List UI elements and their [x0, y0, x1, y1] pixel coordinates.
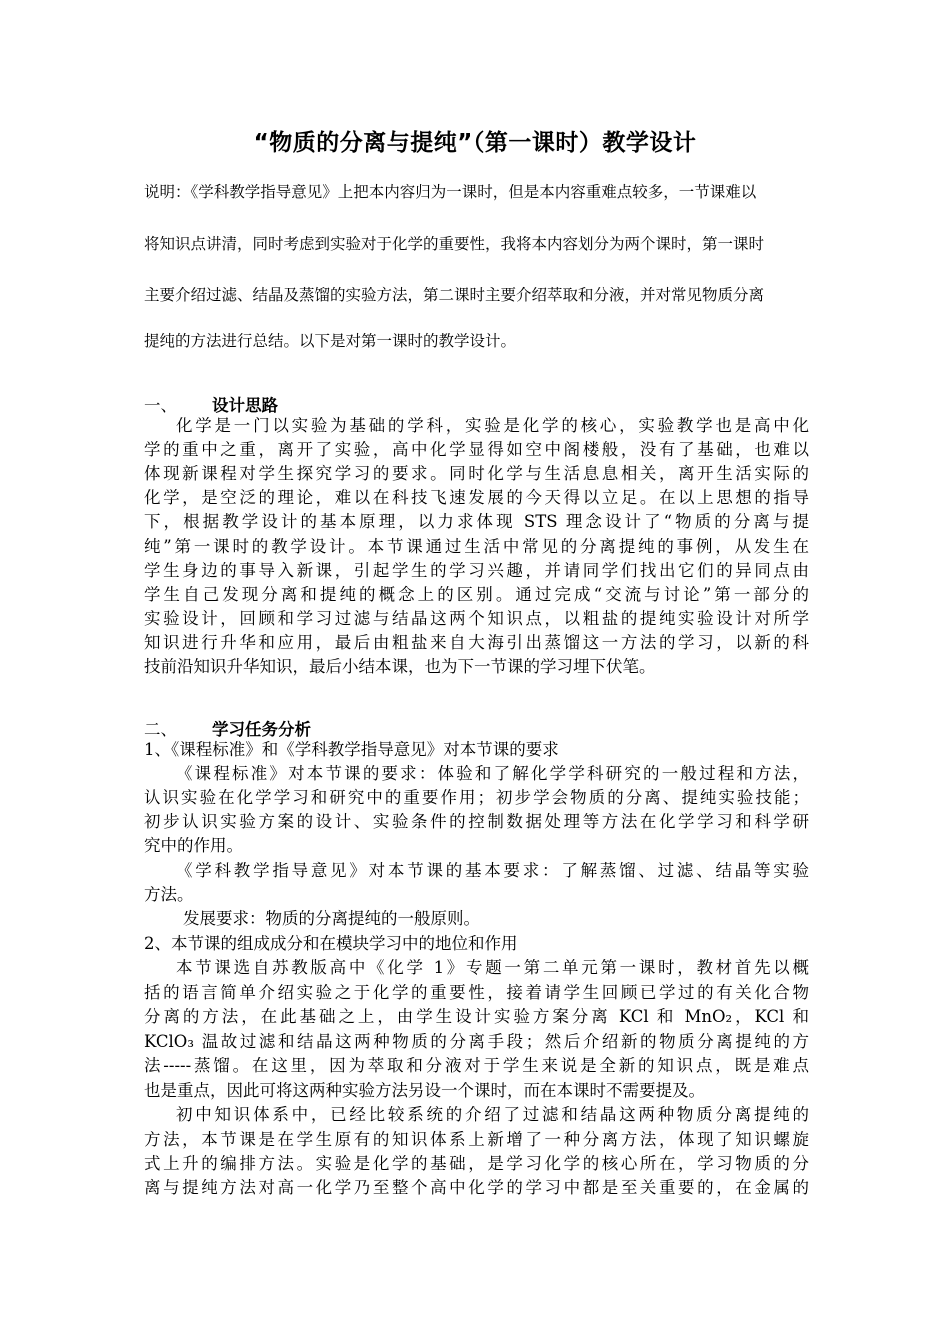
- note-line: 提纯的方法进行总结。以下是对第一课时的教学设计。: [144, 332, 517, 350]
- paragraph-line: 技前沿知识升华知识，最后小结本课，也为下一节课的学习埋下伏笔。: [144, 657, 656, 676]
- subsection-title: 1、《课程标准》和《学科教学指导意见》对本节课的要求: [144, 740, 559, 759]
- paragraph-line: 化学，是空泛的理论，难以在科技飞速发展的今天得以立足。在以上思想的指导: [144, 488, 809, 507]
- paragraph-line: 《学科教学指导意见》对本节课的基本要求：了解蒸馏、过滤、结晶等实验: [176, 861, 809, 880]
- paragraph-line: 分离的方法，在此基础之上，由学生设计实验方案分离 KCl 和 MnO₂，KCl 和: [144, 1007, 809, 1026]
- paragraph-line: 离与提纯方法对高一化学乃至整个高中化学的学习中都是至关重要的，在金属的: [144, 1178, 809, 1197]
- paragraph-line: 括的语言简单介绍实验之于化学的重要性，接着请学生回顾已学过的有关化合物: [144, 983, 809, 1002]
- section-heading: [144, 716, 311, 740]
- paragraph-line: 本节课选自苏教版高中《化学 1》专题一第二单元第一课时，教材首先以概: [176, 958, 809, 977]
- paragraph-line: KClO₃ 温故过滤和结晶这两种物质的分离手段；然后介绍新的物质分离提纯的方: [144, 1032, 809, 1051]
- paragraph-line: 《课程标准》对本节课的要求：体验和了解化学学科研究的一般过程和方法，: [176, 764, 809, 783]
- section-title: 学习任务分析: [212, 720, 311, 739]
- document-title: “物质的分离与提纯”（第一课时）教学设计: [253, 130, 697, 156]
- section-number: 二、: [144, 720, 177, 739]
- paragraph-line: 下，根据教学设计的基本原理，以力求体现 STS 理念设计了“物质的分离与提: [144, 512, 809, 531]
- section-heading: [144, 392, 278, 416]
- paragraph-line: 式上升的编排方法。实验是化学的基础，是学习化学的核心所在，学习物质的分: [144, 1154, 809, 1173]
- paragraph-line: 实验设计，回顾和学习过滤与结晶这两个知识点，以粗盐的提纯实验设计对所学: [144, 609, 809, 628]
- paragraph-line: 化学是一门以实验为基础的学科，实验是化学的核心，实验教学也是高中化: [176, 416, 809, 435]
- section-title: 设计思路: [212, 396, 278, 415]
- paragraph-line: 法-----蒸馏。在这里，因为萃取和分液对于学生来说是全新的知识点，既是难点: [144, 1056, 809, 1075]
- paragraph-line: 纯”第一课时的教学设计。本节课通过生活中常见的分离提纯的事例，从发生在: [144, 537, 809, 556]
- paragraph-line: 知识进行升华和应用，最后由粗盐来自大海引出蒸馏这一方法的学习，以新的科: [144, 633, 809, 652]
- note-line: 主要介绍过滤、结晶及蒸馏的实验方法，第二课时主要介绍萃取和分液，并对常见物质分离: [144, 286, 765, 304]
- paragraph-line: 认识实验在化学学习和研究中的重要作用；初步学会物质的分离、提纯实验技能；: [144, 788, 809, 807]
- paragraph-line: 学生身边的事导入新课，引起学生的学习兴趣，并请同学们找出它们的异同点由: [144, 561, 809, 580]
- paragraph-line: 方法，本节课是在学生原有的知识体系上新增了一种分离方法，体现了知识螺旋: [144, 1130, 809, 1149]
- paragraph-line: 学的重中之重，离开了实验，高中化学显得如空中阁楼般，没有了基础，也难以: [144, 440, 809, 459]
- section-number: 一、: [144, 396, 177, 415]
- paragraph-line: 初中知识体系中，已经比较系统的介绍了过滤和结晶这两种物质分离提纯的: [176, 1105, 809, 1124]
- paragraph-line: 发展要求：物质的分离提纯的一般原则。: [183, 909, 480, 928]
- subsection-title: 2、本节课的组成成分和在模块学习中的地位和作用: [144, 934, 518, 953]
- paragraph-line: 初步认识实验方案的设计、实验条件的控制数据处理等方法在化学学习和科学研: [144, 812, 809, 831]
- paragraph-line: 体现新课程对学生探究学习的要求。同时化学与生活息息相关，离开生活实际的: [144, 464, 809, 483]
- paragraph-line: 究中的作用。: [144, 836, 243, 855]
- paragraph-line: 方法。: [144, 885, 194, 904]
- paragraph-line: 学生自己发现分离和提纯的概念上的区别。通过完成“交流与讨论”第一部分的: [144, 585, 809, 604]
- paragraph-line: 也是重点，因此可将这两种实验方法另设一个课时，而在本课时不需要提及。: [144, 1081, 705, 1100]
- note-line: 说明：《学科教学指导意见》上把本内容归为一课时，但是本内容重难点较多，一节课难以: [144, 183, 757, 201]
- note-line: 将知识点讲清，同时考虑到实验对于化学的重要性，我将本内容划分为两个课时，第一课时: [144, 235, 765, 253]
